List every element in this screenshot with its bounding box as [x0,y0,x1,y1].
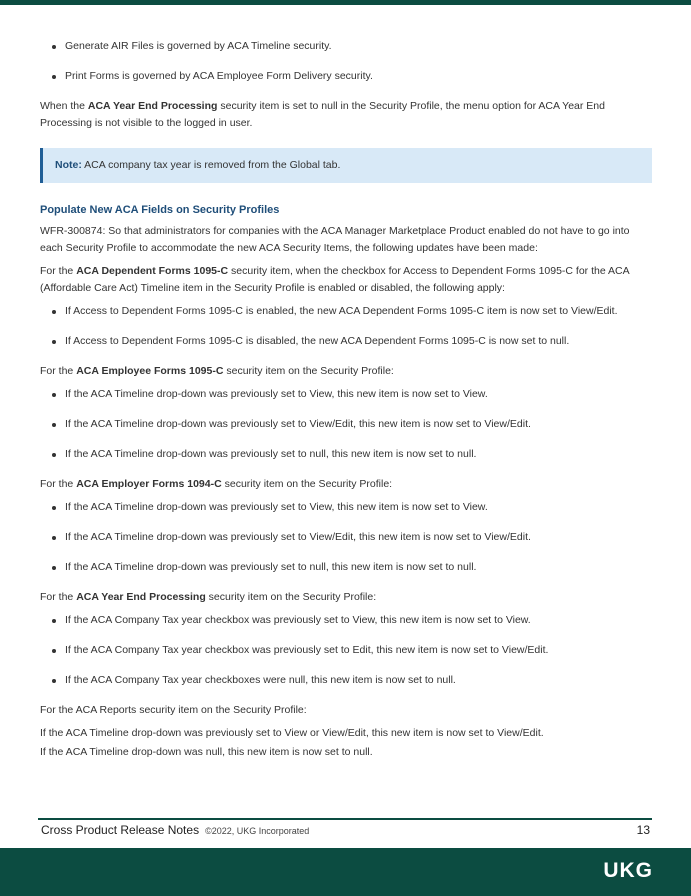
list-item: If the ACA Timeline drop-down was previously set to View, this new item is now set to View. [40,499,652,516]
list-item: If the ACA Company Tax year checkboxes were null, this new item is now set to null. [40,672,652,689]
list-item: If the ACA Company Tax year checkbox was previously set to Edit, this new item is now set to View/Edit. [40,642,652,659]
reports-line: For the ACA Reports security item on the Security Profile: [40,704,307,716]
intro-bullet-list [40,38,652,85]
employer-forms-paragraph: For the ACA Employer Forms 1094-C security item on the Security Profile: [40,478,393,490]
top-accent-bar [0,0,691,5]
dependent-forms-bullets [40,303,652,350]
wfr-paragraph: WFR-300874: So that administrators for companies with the ACA Manager Marketplace Product enabled do not have to go into each Security Profile to accommodate the new ACA Security Items, the following updates have been made: [40,225,630,254]
page-content [40,38,652,767]
list-item: If Access to Dependent Forms 1095-C is disabled, the new ACA Dependent Forms 1095-C is now set to null. [40,333,652,350]
list-item: If the ACA Timeline drop-down was previously set to View/Edit, this new item is now set to View/Edit. [40,529,652,546]
list-item: If the ACA Timeline drop-down was previously set to null, this new item is now set to null. [40,559,652,576]
list-item: If Access to Dependent Forms 1095-C is enabled, the new ACA Dependent Forms 1095-C item is now set to View/Edit. [40,303,652,320]
list-item: Print Forms is governed by ACA Employee Form Delivery security. [40,68,652,85]
page-number: 13 [636,823,650,837]
list-item: If the ACA Timeline drop-down was previously set to View/Edit, this new item is now set to View/Edit. [40,416,652,433]
reports-line: If the ACA Timeline drop-down was previously set to View or View/Edit, this new item is now set to View/Edit. [40,727,544,739]
list-item: If the ACA Timeline drop-down was previously set to null, this new item is now set to null. [40,446,652,463]
footer-rule [38,818,652,820]
section-heading: Populate New ACA Fields on Security Profiles [40,204,280,216]
footer-copyright: ©2022, UKG Incorporated [205,826,310,836]
reports-line: If the ACA Timeline drop-down was null, this new item is now set to null. [40,746,373,758]
list-item: If the ACA Company Tax year checkbox was previously set to View, this new item is now set to View. [40,612,652,629]
dependent-forms-paragraph: For the ACA Dependent Forms 1095-C security item, when the checkbox for Access to Dependent Forms 1095-C for the ACA (Affordable Care Act) Timeline item in the Security Profile is enabled or disabled, the following apply: [40,265,630,294]
list-item: Generate AIR Files is governed by ACA Timeline security. [40,38,652,55]
year-end-paragraph: When the ACA Year End Processing security item is set to null in the Security Profile, the menu option for ACA Year End Processing is not visible to the logged in user. [40,100,605,129]
note-text: ACA company tax year is removed from the Global tab. [81,159,341,171]
employee-forms-paragraph: For the ACA Employee Forms 1095-C security item on the Security Profile: [40,365,394,377]
ukg-logo: UKG [603,859,653,882]
year-end-processing-paragraph: For the ACA Year End Processing security item on the Security Profile: [40,591,377,603]
footer-band [0,848,691,896]
footer-title: Cross Product Release Notes ©2022, UKG Incorporated [41,823,310,837]
note-callout [40,148,652,183]
list-item: If the ACA Timeline drop-down was previously set to View, this new item is now set to View. [40,386,652,403]
employer-forms-bullets [40,499,652,576]
note-label: Note: [55,159,82,171]
year-end-processing-bullets [40,612,652,689]
employee-forms-bullets [40,386,652,463]
